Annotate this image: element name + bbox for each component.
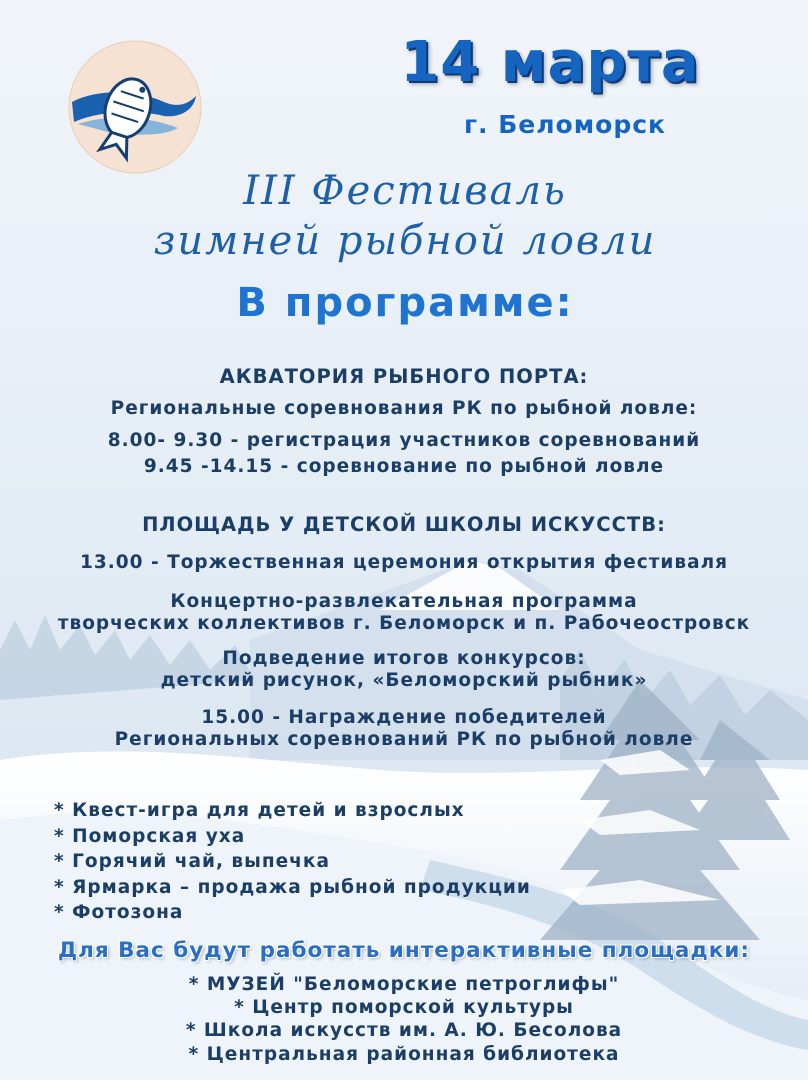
concert-line1: Концертно-развлекательная программа	[170, 591, 638, 612]
program-heading: В программе:	[236, 280, 574, 326]
venue-item: * Центральная районная библиотека	[188, 1044, 620, 1065]
results-line2: детский рисунок, «Беломорский рыбник»	[160, 670, 648, 691]
venue-item: * МУЗЕЙ "Беломорские петроглифы"	[188, 974, 620, 995]
ceremony-line: 13.00 - Торжественная церемония открытия фестиваля	[80, 552, 728, 573]
concert-line2: творческих коллективов г. Беломорск и п. Рабочеостровск	[57, 613, 751, 634]
festival-title-line1: III Фестиваль	[243, 168, 567, 214]
activities-list	[54, 800, 531, 928]
section2-heading: ПЛОЩАДЬ У ДЕТСКОЙ ШКОЛЫ ИСКУССТВ:	[142, 513, 666, 536]
schedule-item: 9.45 -14.15 - соревнование по рыбной ловле	[143, 456, 665, 477]
list-item: * Поморская уха	[54, 825, 246, 847]
award-line2: Региональных соревнований РК по рыбной ловле	[114, 729, 694, 750]
section1-subheading: Региональные соревнования РК по рыбной ловле:	[110, 398, 698, 419]
event-city: г. Беломорск	[463, 110, 667, 139]
schedule-item: 8.00- 9.30 - регистрация участников соревнований	[107, 430, 701, 451]
list-item: * Ярмарка – продажа рыбной продукции	[54, 876, 531, 898]
list-item: * Фотозона	[54, 902, 184, 923]
fish-logo-icon	[68, 40, 202, 174]
venue-item: * Центр поморской культуры	[234, 997, 574, 1018]
results-line1: Подведение итогов конкурсов:	[222, 648, 586, 669]
award-line1: 15.00 - Награждение победителей	[201, 707, 607, 728]
list-item: * Горячий чай, выпечка	[54, 851, 330, 872]
festival-title-line2: зимней рыбной ловли	[153, 218, 657, 264]
section1-heading: АКВАТОРИЯ РЫБНОГО ПОРТА:	[219, 365, 589, 388]
list-item: * Квест-игра для детей и взрослых	[54, 800, 465, 821]
event-date: 14 марта	[400, 30, 700, 95]
interactive-heading: Для Вас будут работать интерактивные площадки:	[57, 938, 751, 963]
venue-item: * Школа искусств им. А. Ю. Бесолова	[185, 1020, 623, 1041]
